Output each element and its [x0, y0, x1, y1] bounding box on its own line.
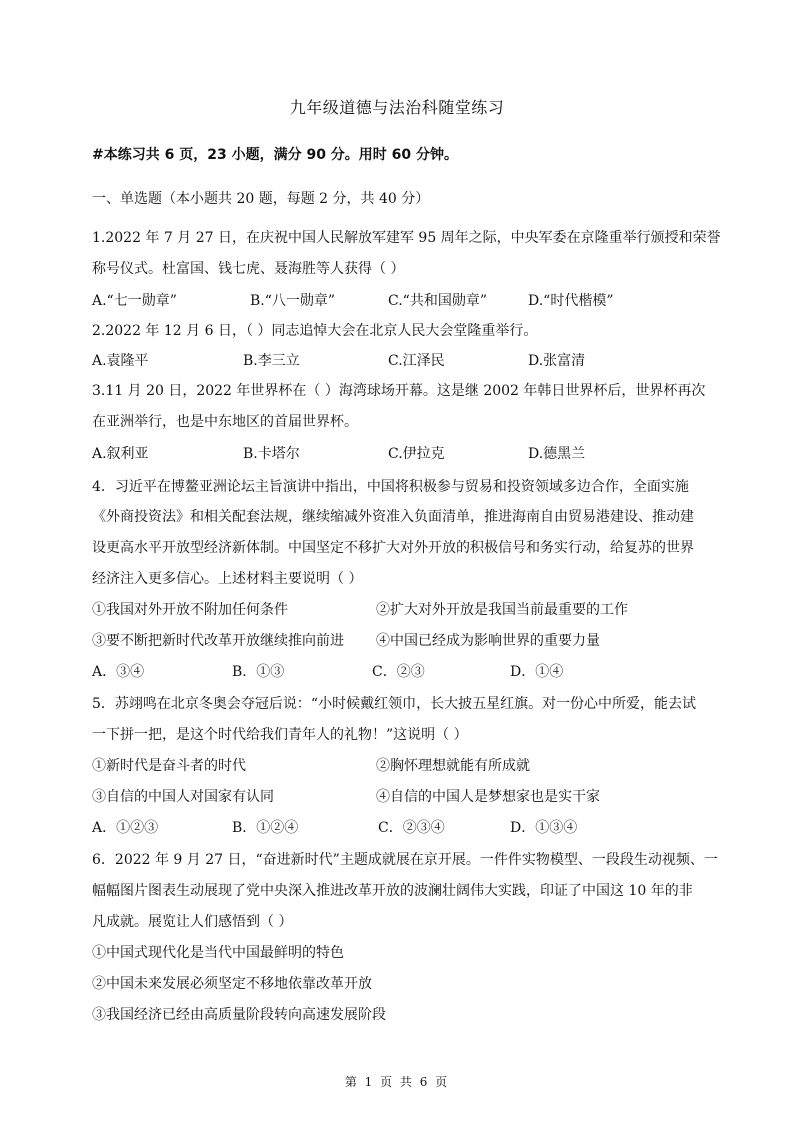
question-1-option-b: B.“八一勋章” — [250, 293, 336, 309]
question-6-line-3: 凡成就。展览让人们感悟到（ ） — [92, 914, 293, 930]
question-4-line-2: 《外商投资法》和相关配套法规，继续缩减外资准入负面清单，推进海南自由贸易港建设、推动建 — [92, 509, 694, 525]
question-1-line-2: 称号仪式。杜富国、钱七虎、聂海胜等人获得（ ） — [92, 261, 405, 277]
question-1-option-a: A.“七一勋章” — [92, 293, 177, 309]
question-4-statement-1: ①我国对外开放不附加任何条件 — [92, 602, 288, 618]
question-6-statement-1: ①中国式现代化是当代中国最鲜明的特色 — [92, 945, 344, 961]
question-5-line-2: 一下拼一把，是这个时代给我们青年人的礼物！”这说明（ ） — [92, 727, 468, 743]
page-footer: 第 1 页 共 6 页 — [344, 1075, 450, 1089]
question-4-statement-2: ②扩大对外开放是我国当前最重要的工作 — [376, 602, 628, 618]
question-6-statement-3: ③我国经济已经由高质量阶段转向高速发展阶段 — [92, 1007, 386, 1023]
question-1-line-1: 1.2022 年 7 月 27 日，在庆祝中国人民解放军建军 95 周年之际，中央军委在京隆重举行颁授和荣誉 — [92, 230, 721, 246]
question-5-statement-4: ④自信的中国人是梦想家也是实干家 — [376, 789, 600, 805]
question-6-statement-2: ②中国未来发展必须坚定不移地依靠改革开放 — [92, 976, 372, 992]
question-3-option-d: D.德黑兰 — [528, 446, 586, 462]
question-1-option-c: C.“共和国勋章” — [388, 293, 487, 309]
question-3-line-2: 在亚洲举行，也是中东地区的首届世界杯。 — [92, 414, 358, 430]
question-2-option-b: B.李三立 — [243, 353, 300, 369]
question-1-option-d: D.“时代楷模” — [528, 293, 614, 309]
question-4-statement-3: ③要不断把新时代改革开放继续推向前进 — [92, 633, 344, 649]
section-heading: 一、单选题（本小题共 20 题，每题 2 分，共 40 分） — [92, 191, 430, 207]
question-3-line-1: 3.11 月 20 日，2022 年世界杯在（ ）海湾球场开幕。这是继 2002 年韩日世界杯后，世界杯再次 — [92, 383, 706, 399]
question-5-statement-1: ①新时代是奋斗者的时代 — [92, 758, 246, 774]
question-4-line-3: 设更高水平开放型经济新体制。中国坚定不移扩大对外开放的积极信号和务实行动，给复苏的世界 — [92, 540, 694, 556]
question-5-statement-3: ③自信的中国人对国家有认同 — [92, 789, 274, 805]
exam-note: #本练习共 6 页，23 小题，满分 90 分。用时 60 分钟。 — [92, 147, 459, 163]
question-4-line-1: 4．习近平在博鳌亚洲论坛主旨演讲中指出，中国将积极参与贸易和投资领域多边合作，全面实施 — [92, 479, 689, 495]
page-title: 九年级道德与法治科随堂练习 — [289, 98, 505, 117]
question-2-option-d: D.张富清 — [528, 353, 586, 369]
question-6-line-1: 6．2022 年 9 月 27 日，“奋进新时代”主题成就展在京开展。一件件实物模型、一段段生动视频、一 — [92, 852, 718, 868]
question-4-option-c: C．②③ — [372, 664, 425, 680]
question-5-option-d: D．①③④ — [510, 820, 578, 836]
question-4-option-d: D．①④ — [510, 664, 564, 680]
question-5-line-1: 5．苏翊鸣在北京冬奥会夺冠后说：“小时候戴红领巾，长大披五星红旗。对一份心中所爱，能去试 — [92, 696, 697, 712]
question-3-option-c: C.伊拉克 — [388, 446, 445, 462]
question-4-option-b: B．①③ — [232, 664, 285, 680]
question-5-option-a: A．①②③ — [92, 820, 159, 836]
question-2-option-a: A.袁隆平 — [92, 353, 149, 369]
question-2-option-c: C.江泽民 — [388, 353, 445, 369]
question-2-line-1: 2.2022 年 12 月 6 日，（ ）同志追悼大会在北京人民大会堂隆重举行。 — [92, 323, 538, 339]
question-4-line-4: 经济注入更多信心。上述材料主要说明（ ） — [92, 571, 363, 587]
question-4-option-a: A．③④ — [92, 664, 145, 680]
question-5-option-b: B．①②④ — [232, 820, 299, 836]
question-5-option-c: C．②③④ — [378, 820, 445, 836]
question-3-option-a: A.叙利亚 — [92, 446, 149, 462]
question-3-option-b: B.卡塔尔 — [243, 446, 300, 462]
question-6-line-2: 幅幅图片图表生动展现了党中央深入推进改革开放的波澜壮阔伟大实践，印证了中国这 10 年的非 — [92, 883, 693, 899]
question-4-statement-4: ④中国已经成为影响世界的重要力量 — [376, 633, 600, 649]
question-5-statement-2: ②胸怀理想就能有所成就 — [376, 758, 530, 774]
